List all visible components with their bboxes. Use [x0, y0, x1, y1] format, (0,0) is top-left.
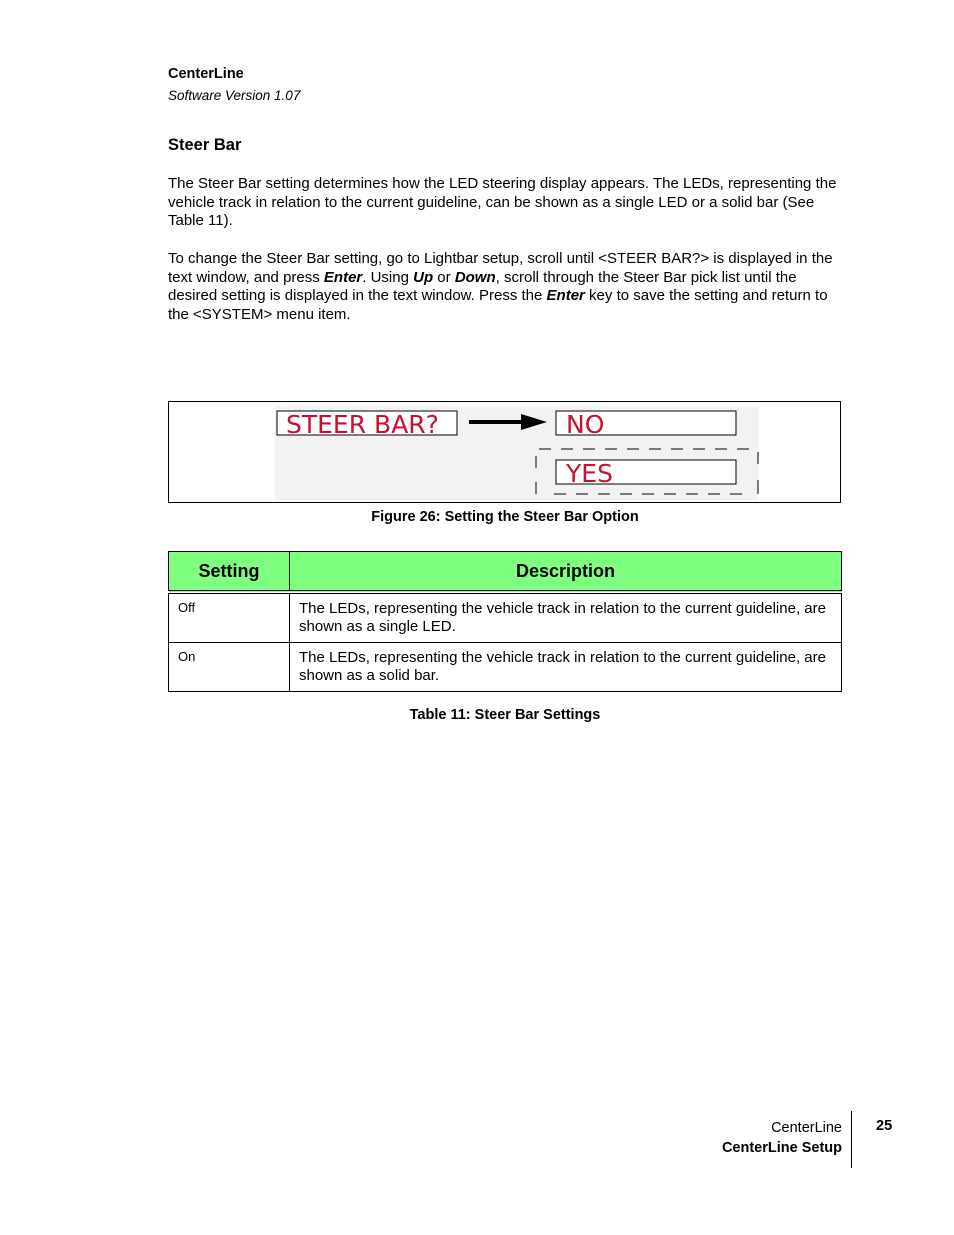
option-yes-text: YES [566, 459, 613, 488]
description-cell: The LEDs, representing the vehicle track in relation to the current guideline, are shown as a single LED. [290, 592, 842, 643]
instructions-text: , scroll through the Steer Bar pick list until the desired setting is displayed in the text window. Press the [168, 268, 797, 305]
header-title: CenterLine [168, 66, 244, 82]
footer-section: CenterLine Setup [721, 1140, 842, 1156]
down-key-label: Down [454, 268, 496, 286]
intro-paragraph: The Steer Bar setting determines how the LED steering display appears. The LEDs, representing the vehicle track in relation to the current guideline, can be shown as a single LED or a solid bar (See Table 11). [168, 175, 837, 230]
instructions-text: To change the Steer Bar setting, go to Lightbar setup, scroll until <STEER BAR?> is displayed in the text window, and press [168, 250, 833, 286]
footer-divider [851, 1111, 852, 1168]
steer-bar-figure [168, 401, 841, 503]
table-row [169, 592, 842, 643]
steer-bar-settings-table [168, 551, 842, 692]
header-subtitle: Software Version 1.07 [168, 88, 301, 103]
instructions-text: . Using [362, 268, 414, 286]
footer [722, 1118, 842, 1158]
setting-cell: On [169, 643, 290, 692]
column-header-setting: Setting [169, 552, 290, 593]
instructions-text: or [433, 268, 455, 286]
enter-key-label: Enter [323, 268, 363, 286]
instructions-paragraph [168, 250, 844, 325]
description-cell: The LEDs, representing the vehicle track in relation to the current guideline, are shown as a solid bar. [290, 643, 842, 692]
table-header-row [169, 552, 842, 593]
option-no-text: NO [566, 410, 605, 439]
up-key-label: Up [413, 268, 434, 286]
table-caption: Table 11: Steer Bar Settings [409, 707, 601, 723]
page-number: 25 [876, 1118, 893, 1134]
steer-bar-diagram [169, 402, 840, 502]
instructions-text: key to save the setting and return to the <SYSTEM> menu item. [168, 287, 828, 324]
enter-key-label: Enter [546, 287, 585, 305]
column-header-description: Description [290, 552, 842, 593]
table-row [169, 643, 842, 692]
prompt-text: STEER BAR? [286, 410, 439, 439]
figure-caption: Figure 26: Setting the Steer Bar Option [371, 509, 639, 525]
section-title: Steer Bar [168, 136, 242, 154]
setting-cell: Off [169, 592, 290, 643]
footer-product: CenterLine [771, 1120, 842, 1136]
